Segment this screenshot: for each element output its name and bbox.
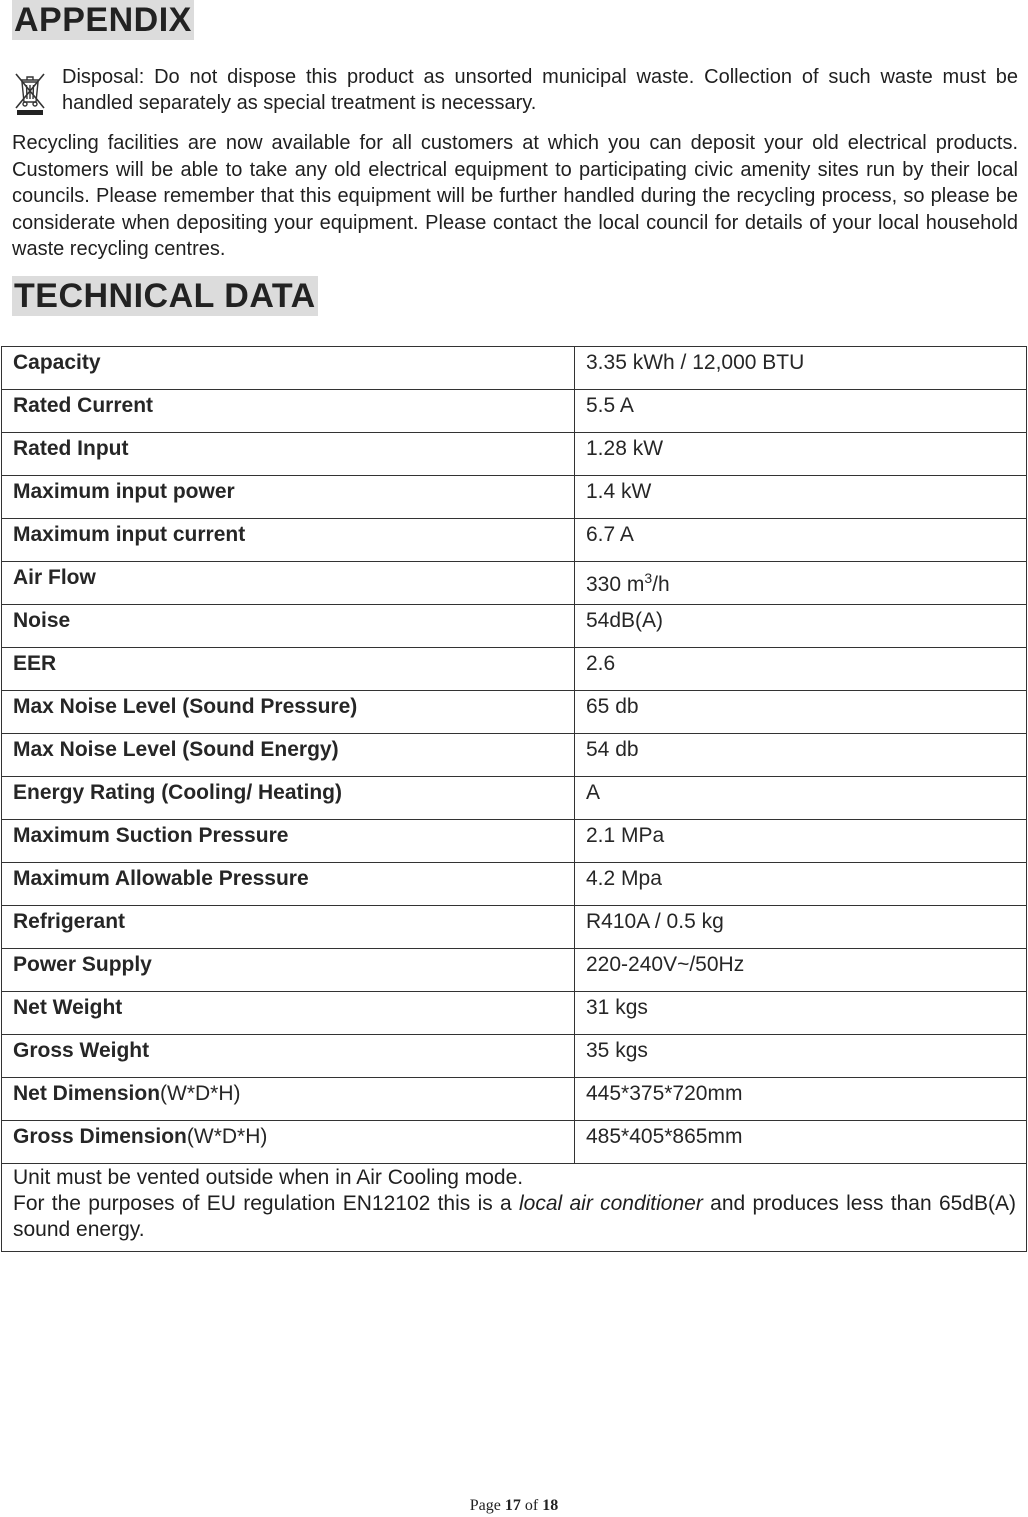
spec-label-cell [2, 777, 575, 820]
of-word: of [524, 1497, 539, 1514]
page-total: 18 [542, 1497, 559, 1514]
page-footer [0, 1497, 1028, 1515]
table-row [2, 605, 1027, 648]
spec-label: Noise [13, 609, 71, 632]
table-row [2, 949, 1027, 992]
crossed-out-wheelie-bin-icon [12, 70, 48, 116]
spec-value: 1.28 kW [586, 437, 664, 460]
spec-value-cell [575, 433, 1027, 476]
appendix-heading: APPENDIX [14, 1, 192, 39]
spec-label-cell [2, 992, 575, 1035]
spec-label: Gross Dimension [13, 1125, 187, 1148]
recycling-paragraph: Recycling facilities are now available for all customers at which you can deposit your old electrical products. Customers will be able to take any old electrical equipment to participating civic amenity sites run by their local councils. Please remember that this equipment will be further handled during the recycling process, so please be considerate when depositing your equipment. Please contact the local council for details of your local household waste recycling centres. [12, 132, 1018, 260]
spec-value-cell [575, 691, 1027, 734]
spec-label: Capacity [13, 351, 101, 374]
spec-label: Net Weight [13, 996, 123, 1019]
disposal-notice [12, 64, 1018, 120]
spec-value: 3.35 kWh / 12,000 BTU [586, 351, 805, 374]
spec-value-cell [575, 476, 1027, 519]
spec-value-cell [575, 1121, 1027, 1164]
spec-value-cell [575, 992, 1027, 1035]
spec-label-suffix: (W*D*H) [160, 1082, 241, 1105]
spec-label: Maximum input current [13, 523, 246, 546]
disposal-text: Disposal: Do not dispose this product as unsorted municipal waste. Collection of such waste must be handled separately as special treatment is necessary. [62, 66, 1018, 114]
spec-value-cell [575, 863, 1027, 906]
spec-value-superscript: 3 [644, 570, 653, 586]
table-row [2, 648, 1027, 691]
spec-value-cell [575, 648, 1027, 691]
spec-label: Maximum input power [13, 480, 235, 503]
table-row [2, 777, 1027, 820]
spec-label-suffix: (W*D*H) [186, 1125, 268, 1148]
spec-label-cell [2, 347, 575, 390]
spec-label: Max Noise Level (Sound Pressure) [13, 695, 358, 718]
spec-value-cell [575, 562, 1027, 605]
spec-label-cell [2, 1078, 575, 1121]
spec-label-cell [2, 433, 575, 476]
spec-label-cell [2, 519, 575, 562]
table-row [2, 906, 1027, 949]
spec-label: Rated Input [13, 437, 129, 460]
spec-label-cell [2, 906, 575, 949]
spec-value-unit: /h [652, 573, 670, 596]
spec-value-cell [575, 777, 1027, 820]
table-row [2, 1078, 1027, 1121]
spec-label-cell [2, 691, 575, 734]
technical-data-table [1, 346, 1027, 1252]
spec-value: 5.5 A [586, 394, 634, 417]
table-row [2, 519, 1027, 562]
spec-label-cell [2, 648, 575, 691]
spec-value-cell [575, 734, 1027, 777]
table-row [2, 992, 1027, 1035]
spec-value-cell [575, 605, 1027, 648]
technical-data-heading: TECHNICAL DATA [14, 277, 316, 315]
page-word: Page [469, 1497, 501, 1514]
spec-label: Rated Current [13, 394, 154, 417]
spec-value: 54dB(A) [586, 609, 664, 632]
spec-label-cell [2, 1121, 575, 1164]
page-current: 17 [504, 1497, 521, 1514]
spec-label-cell [2, 562, 575, 605]
table-row [2, 691, 1027, 734]
technical-data-rows [2, 347, 1027, 1164]
spec-value-cell [575, 347, 1027, 390]
spec-label-cell [2, 734, 575, 777]
spec-value: 4.2 Mpa [586, 867, 662, 890]
spec-value-cell [575, 1078, 1027, 1121]
table-row [2, 1121, 1027, 1164]
spec-label: Net Dimension [13, 1082, 161, 1105]
table-row [2, 734, 1027, 777]
spec-label: Maximum Allowable Pressure [13, 867, 309, 890]
table-row [2, 390, 1027, 433]
spec-value: 6.7 A [586, 523, 634, 546]
table-row [2, 476, 1027, 519]
note-line-regulation-italic: local air conditioner [519, 1192, 703, 1215]
spec-label: Maximum Suction Pressure [13, 824, 289, 847]
spec-value: 2.1 MPa [586, 824, 665, 847]
note-line-regulation-after: and produces less than 65dB(A) sound energy. [13, 1192, 1016, 1241]
spec-value: 54 db [586, 738, 639, 761]
table-row [2, 863, 1027, 906]
spec-value: 2.6 [586, 652, 616, 675]
spec-label: EER [13, 652, 57, 675]
spec-label-cell [2, 820, 575, 863]
note-line-vented: Unit must be vented outside when in Air Cooling mode. [13, 1166, 524, 1189]
table-row [2, 433, 1027, 476]
table-row [2, 1035, 1027, 1078]
spec-label-cell [2, 390, 575, 433]
note-line-regulation-before: For the purposes of EU regulation EN12102 this is a [13, 1192, 519, 1215]
spec-label: Refrigerant [13, 910, 126, 933]
table-row [2, 820, 1027, 863]
spec-label-cell [2, 605, 575, 648]
spec-label-cell [2, 863, 575, 906]
table-row [2, 347, 1027, 390]
spec-value: 1.4 kW [586, 480, 652, 503]
spec-value: 330 m [586, 573, 645, 596]
spec-label: Energy Rating (Cooling/ Heating) [13, 781, 342, 804]
spec-label-cell [2, 476, 575, 519]
spec-value-cell [575, 906, 1027, 949]
table-row [2, 562, 1027, 605]
spec-label-cell [2, 1035, 575, 1078]
table-note-row [2, 1164, 1027, 1252]
spec-value: 485*405*865mm [586, 1125, 743, 1148]
spec-label: Power Supply [13, 953, 152, 976]
spec-value: A [586, 781, 601, 804]
spec-value: 35 kgs [586, 1039, 648, 1062]
spec-label: Max Noise Level (Sound Energy) [13, 738, 339, 761]
table-note [2, 1164, 1027, 1252]
spec-value-cell [575, 1035, 1027, 1078]
spec-value-cell [575, 390, 1027, 433]
spec-label-cell [2, 949, 575, 992]
spec-value-cell [575, 820, 1027, 863]
spec-value: 220-240V~/50Hz [586, 953, 745, 976]
spec-value-cell [575, 519, 1027, 562]
spec-value: 65 db [586, 695, 639, 718]
spec-label: Gross Weight [13, 1039, 150, 1062]
spec-label: Air Flow [13, 566, 96, 589]
spec-value: 445*375*720mm [586, 1082, 743, 1105]
spec-value: 31 kgs [586, 996, 648, 1019]
spec-value-cell [575, 949, 1027, 992]
spec-value: R410A / 0.5 kg [586, 910, 724, 933]
